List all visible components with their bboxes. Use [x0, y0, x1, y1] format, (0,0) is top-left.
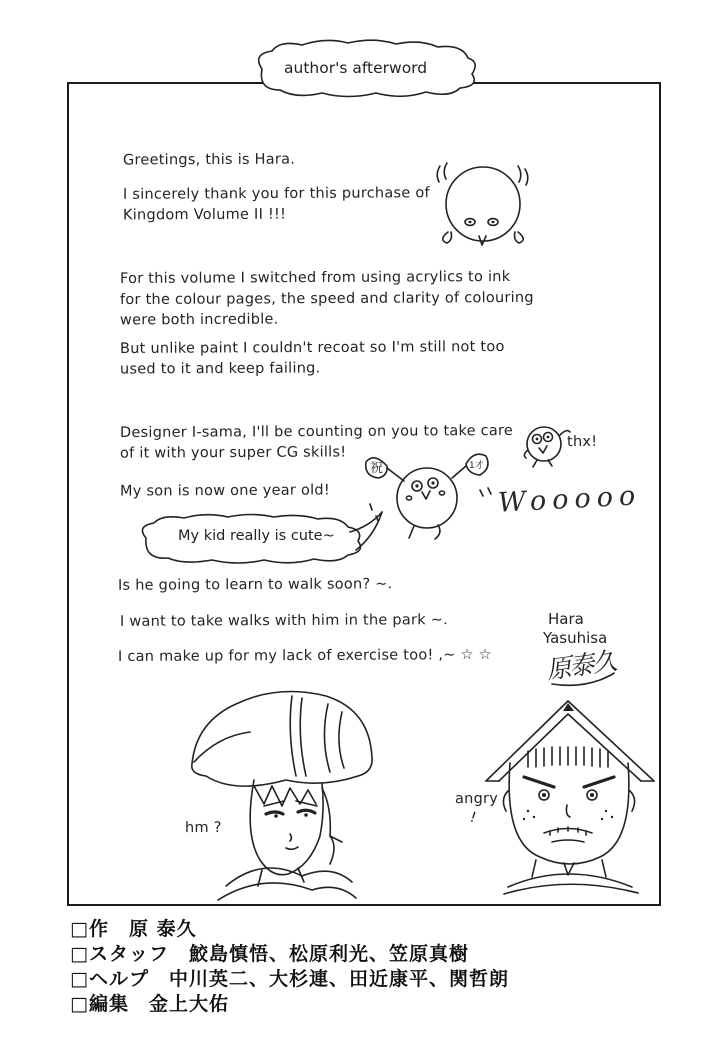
paint-line-1: But unlike paint I couldn't recoat so I'm still not too: [119, 338, 505, 358]
signature-flourish: [548, 672, 618, 688]
designer-line-2: of it with your super CG skills!: [119, 444, 347, 462]
thx-bird-doodle: [518, 418, 574, 468]
hm-label: hm ?: [184, 819, 222, 837]
thanks-line-1: I sincerely thank you for this purchase of: [122, 185, 430, 203]
thanks-line-2: Kingdom Volume II !!!: [122, 206, 287, 224]
angry-mark: !: [467, 809, 479, 827]
angry-character-doodle: [478, 695, 663, 895]
ink-line-3: were both incredible.: [119, 311, 279, 329]
greeting-line: Greetings, this is Hara.: [122, 151, 296, 169]
title-bubble-label: author's afterword: [284, 59, 428, 77]
son-line: My son is now one year old!: [119, 482, 330, 500]
signature-name-line-2: Yasuhisa: [543, 629, 608, 647]
credit-line-editor: □編集 金上大佑: [70, 993, 229, 1015]
credit-line-author: □作 原 泰久: [70, 918, 197, 940]
ink-line-1: For this volume I switched from using acrylics to ink: [119, 268, 511, 288]
flag-right-label: 1才: [469, 461, 484, 471]
flag-left-kanji: 祝: [370, 461, 384, 476]
walk-line: Is he going to learn to walk soon? ~.: [117, 576, 393, 594]
credit-line-help: □ヘルプ 中川英二、大杉連、田近康平、関哲朗: [70, 968, 509, 990]
credit-line-staff: □スタッフ 鮫島慎悟、松原利光、笠原真樹: [70, 943, 469, 965]
angry-label: angry: [454, 790, 499, 808]
signature-name-line-1: Hara: [548, 610, 584, 628]
bowing-bird-doodle: [430, 152, 535, 252]
boy-character-doodle: [170, 684, 400, 902]
thx-label: thx!: [566, 433, 598, 451]
woo-label: Wooooo: [497, 480, 642, 519]
exercise-line: I can make up for my lack of exercise too! ,~ ☆ ☆: [117, 647, 492, 665]
ink-line-2: for the colour pages, the speed and clarity of colouring: [119, 289, 534, 309]
signature-kanji: 原泰久: [544, 646, 617, 685]
designer-line-1: Designer I-sama, I'll be counting on you to take care: [119, 422, 514, 442]
kid-bubble-label: My kid really is cute~: [178, 528, 335, 544]
park-line: I want to take walks with him in the park ~.: [119, 612, 449, 630]
paint-line-2: used to it and keep failing.: [119, 360, 321, 378]
